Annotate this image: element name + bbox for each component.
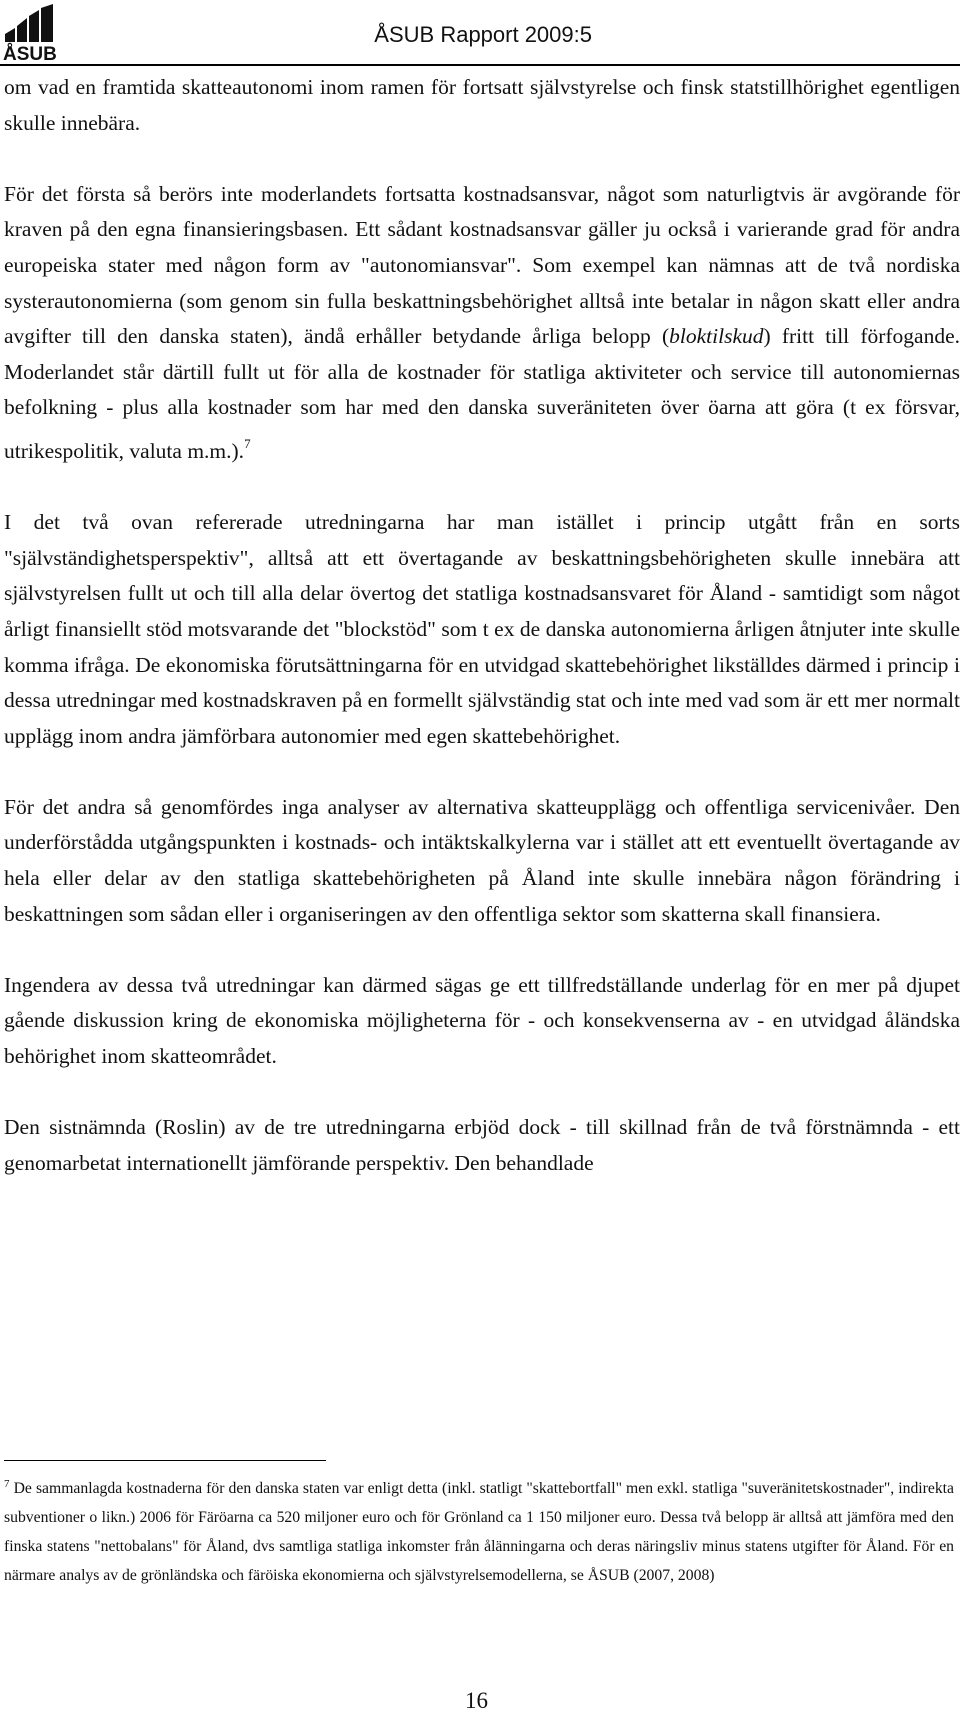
footnote-number: 7 xyxy=(4,1478,10,1490)
paragraph-2-part-a: För det första så berörs inte moderlandets fortsatta kostnadsansvar, något som naturligtvis är avgörande för kraven på den egna finansieringsbasen. Ett sådant kostnadsansvar gäller ju också i varierande grad för andra europeiska stater med någon form av "autonomiansvar". Som exempel kan nämnas att de två nordiska systerautonomierna (som genom sin fulla beskattningsbehörighet alltså inte betalar in någon skatt eller andra avgifter till den danska staten), ändå erhåller betydande årliga belopp ( xyxy=(4,181,960,349)
paragraph-6: Den sistnämnda (Roslin) av de tre utredningarna erbjöd dock - till skillnad från de två förstnämnda - ett genomarbetat internationellt jämförande perspektiv. Den behandlade xyxy=(4,1115,960,1175)
asub-logo xyxy=(3,4,59,62)
paragraph-2 xyxy=(4,177,960,470)
paragraph-2-italic-term: bloktilskud xyxy=(669,324,764,349)
paragraph-4: För det andra så genomfördes inga analyser av alternativa skatteupplägg och offentliga servicenivåer. Den underförstådda utgångspunkten i kostnads- och intäktskalkylerna var i stället att ett eventuellt övertagande av hela eller delar av den statliga skattebehörigheten på Åland inte skulle innebära någon förändring i beskattningen som sådan eller i organiseringen av den offentliga sektor som skatterna skall finansiera. xyxy=(4,794,960,926)
report-title: ÅSUB Rapport 2009:5 xyxy=(374,22,592,47)
page-number: 16 xyxy=(465,1688,488,1713)
footnote-reference[interactable]: 7 xyxy=(244,435,251,451)
paragraph-5: Ingendera av dessa två utredningar kan därmed sägas ge ett tillfredställande underlag för en mer på djupet gående diskussion kring de ekonomiska möjligheterna för - och konsekvenserna av - en utvidgad åländska behörighet inom skatteområdet. xyxy=(4,972,960,1069)
paragraph-3: I det två ovan refererade utredningarna har man istället i princip utgått från en sorts "självständighetsperspektiv", alltså att ett övertagande av beskattningsbehörigheten skulle innebära att självstyrelsen fullt ut och till alla delar övertog det statliga kostnadsansvaret för Åland - samtidigt som något årligt finansiellt stöd motsvarande det "blockstöd" som t ex de danska autonomierna årligen åtnjuter inte skulle komma ifråga. De ekonomiska förutsättningarna för en utvidgad skattebehörighet likställdes därmed i princip i dessa utredningar med kostnadskraven på en formellt självständig stat och inte med vad som är ett mer normalt upplägg inom andra jämförbara autonomier med egen skattebehörighet. xyxy=(4,510,960,748)
footnote-text: De sammanlagda kostnaderna för den danska staten var enligt detta (inkl. statligt "skattebortfall" men exkl. statliga "suveränitetskostnader", indirekta subventioner o likn.) 2006 för Färöarna ca 520 miljoner euro och för Grönland ca 1 150 miljoner euro. Dessa två belopp är alltså att jämföra med den finska statens "nettobalans" för Åland, dvs samtliga statliga inkomster från ålänningarna och deras näringsliv minus statens utgifter för Åland. För en närmare analys av de grönländska och färöiska ekonomierna och självstyrelsemodellerna, se ÅSUB (2007, 2008) xyxy=(4,1480,955,1584)
paragraph-2-part-b: ) fritt till förfogande. Moderlandet står därtill fullt ut för alla de kostnader för statliga aktiviteter och service till autonomiernas befolkning - plus alla kostnader som har med den danska suveräniteten över öarna att göra (t ex försvar, utrikespolitik, valuta m.m.). xyxy=(4,324,960,463)
body-text xyxy=(4,70,960,1217)
header-rule xyxy=(0,64,960,66)
footnote-separator xyxy=(4,1460,326,1461)
footnote xyxy=(4,1470,954,1590)
page-header xyxy=(0,0,960,66)
paragraph-1: om vad en framtida skatteautonomi inom ramen för fortsatt självstyrelse och finsk statstillhörighet egentligen skulle innebära. xyxy=(4,75,960,135)
logo-text: ÅSUB xyxy=(3,44,57,62)
